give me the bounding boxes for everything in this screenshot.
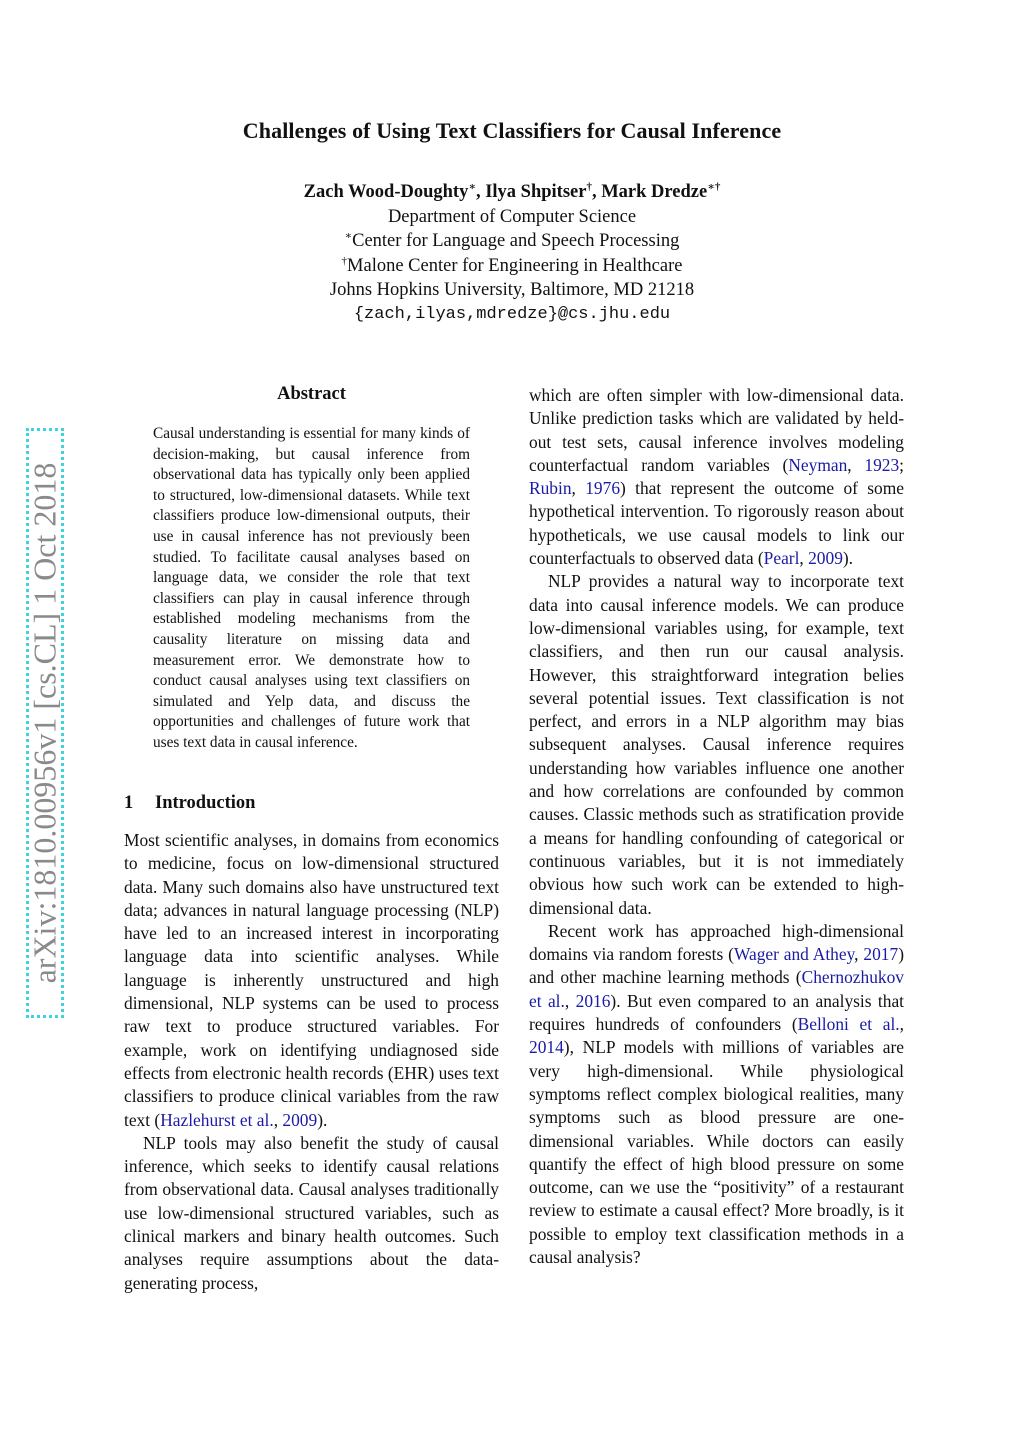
abstract-heading: Abstract bbox=[277, 384, 346, 404]
affiliation-dept: Department of Computer Science bbox=[387, 206, 637, 227]
paragraph-text: ). But even compared to an analysis that requires hundreds of confounders ( bbox=[529, 990, 905, 1035]
citation-link[interactable]: Wager and Athey bbox=[733, 944, 855, 965]
author-1-mark: ∗ bbox=[468, 180, 476, 193]
right-column bbox=[529, 384, 904, 1269]
paragraph-text: which are often simpler with low-dimensional data. Unlike prediction tasks which are validated by held-out test sets, causal inference involves modeling counterfactual random variables ( bbox=[529, 385, 904, 475]
affiliation-text: Malone Center for Engineering in Healthcare bbox=[347, 255, 683, 276]
paragraph-text: Most scientific analyses, in domains from economics to medicine, focus on low-dimensional structured data. Many such domains also have unstructured text data; advances in natural language processing (NLP) have led to an increased interest in incorporating language data into scientific analyses. While language is inherently unstructured and high dimensional, NLP systems can be used to process raw text to produce structured variables. For example, work on identifying undiagnosed side effects from electronic health records (EHR) uses text classifiers to produce clinical variables from the raw text ( bbox=[124, 830, 499, 1130]
author-email[interactable]: {zach,ilyas,mdredze}@cs.jhu.edu bbox=[353, 304, 671, 324]
author-1: Zach Wood-Doughty bbox=[303, 182, 469, 202]
affiliation-mark: ∗ bbox=[344, 229, 353, 242]
author-names bbox=[0, 180, 1024, 205]
citation-link[interactable]: Neyman bbox=[788, 454, 848, 475]
citation-sep: , bbox=[273, 1109, 283, 1130]
author-sep: , bbox=[475, 182, 486, 202]
citation-year-link[interactable]: 2009 bbox=[282, 1109, 318, 1130]
citation-year-link[interactable]: 2017 bbox=[863, 944, 899, 965]
arxiv-stamp[interactable]: arXiv:1810.00956v1 [cs.CL] 1 Oct 2018 bbox=[26, 462, 63, 984]
affiliation-text: Center for Language and Speech Processing bbox=[352, 231, 680, 251]
citation-year-link[interactable]: 1976 bbox=[585, 478, 621, 499]
right-paragraph-1 bbox=[529, 384, 904, 570]
paper-title: Challenges of Using Text Classifiers for Causal Inference bbox=[242, 118, 782, 143]
paragraph-text: ). bbox=[317, 1109, 328, 1130]
affiliation-center-2 bbox=[0, 254, 1024, 279]
citation-sep: , bbox=[847, 454, 865, 475]
section-title: Introduction bbox=[155, 793, 256, 813]
author-block bbox=[0, 180, 1024, 327]
author-2-mark: † bbox=[586, 180, 592, 193]
affiliation-mark: † bbox=[341, 254, 348, 267]
abstract-body: Causal understanding is essential for many kinds of decision-making, but causal inference from observational data has typically only been applied to structured, low-dimensional datasets. While text classifiers produce low-dimensional outputs, their use in causal inference has not previously been studied. To facilitate causal analyses based on language data, we consider the role that text classifiers can play in causal inference through established modeling mechanisms from the causality literature on missing data and measurement error. We demonstrate how to conduct causal analyses using text classifiers on simulated and Yelp data, and discuss the opportunities and challenges of future work that uses text data in causal inference. bbox=[153, 425, 470, 751]
citation-sep: , bbox=[854, 944, 864, 965]
affiliation-university: Johns Hopkins University, Baltimore, MD 21218 bbox=[329, 280, 695, 300]
citation-sep: , bbox=[564, 990, 576, 1011]
citation-link[interactable]: Hazlehurst et al. bbox=[160, 1109, 274, 1130]
paragraph-text: ) that represent the outcome of some hypothetical intervention. To rigorously reason about hypotheticals, we use causal models to link our counterfactuals to observed data ( bbox=[529, 478, 904, 569]
author-sep: , bbox=[591, 182, 602, 202]
right-paragraph-2: NLP provides a natural way to incorporate text data into causal inference models. We can produce low-dimensional variables using, for example, text classifiers, and then run our causal analysis. However, this straightforward integration belies several potential issues. Text classification is not perfect, and errors in a NLP algorithm may bias subsequent analyses. Causal inference requires understanding how variables influence one another and how correlations are confounded by common causes. Classic methods such as stratification provide a means for handling confounding of categorical or continuous variables, but it is not immediately obvious how such work can be extended to high-dimensional data. bbox=[529, 571, 904, 918]
left-column bbox=[124, 829, 499, 1295]
citation-sep: , bbox=[571, 478, 586, 499]
citation-link[interactable]: Belloni et al. bbox=[797, 1014, 900, 1035]
citation-link[interactable]: Rubin bbox=[529, 478, 572, 499]
intro-paragraph-2: NLP tools may also benefit the study of causal inference, which seeks to identify causal relations from observational data. Causal analyses traditionally use low-dimensional structured variables, such as clinical markers and binary health outcomes. Such analyses require assumptions about the data-generating process, bbox=[124, 1132, 499, 1293]
intro-paragraph-1 bbox=[124, 829, 499, 1132]
citation-year-link[interactable]: 1923 bbox=[864, 454, 900, 475]
paragraph-text: ) and other machine learning methods ( bbox=[529, 944, 904, 988]
author-3: Mark Dredze bbox=[601, 182, 708, 202]
section-heading bbox=[124, 793, 499, 814]
citation-year-link[interactable]: 2009 bbox=[808, 548, 843, 569]
citation-year-link[interactable]: 2014 bbox=[529, 1037, 564, 1058]
citation-link[interactable]: Chernozhukov et al. bbox=[529, 967, 904, 1011]
citation-year-link[interactable]: 2016 bbox=[575, 990, 611, 1011]
citation-sep: , bbox=[799, 548, 809, 569]
right-paragraph-3 bbox=[529, 920, 904, 1269]
paragraph-text: ). bbox=[842, 548, 854, 569]
affiliation-center-1 bbox=[0, 229, 1024, 254]
paragraph-text: ), NLP models with millions of variables are very high-dimensional. While physiological symptoms reflect complex biological realities, many symptoms such as blood pressure are one-dimensional variables. While doctors can easily quantify the effect of high blood pressure on some outcome, can we use the “positivity” of a restaurant review to estimate a causal effect? More broadly, is it possible to employ text classification methods in a causal analysis? bbox=[529, 1037, 904, 1267]
citation-sep: , bbox=[899, 1014, 904, 1035]
author-2: Ilya Shpitser bbox=[485, 182, 587, 202]
author-3-mark: ∗† bbox=[707, 180, 721, 193]
citation-link[interactable]: Pearl bbox=[763, 548, 800, 569]
paragraph-text: Recent work has approached high-dimensional domains via random forests ( bbox=[529, 920, 904, 965]
section-number: 1 bbox=[124, 793, 134, 813]
citation-sep: ; bbox=[899, 454, 904, 475]
